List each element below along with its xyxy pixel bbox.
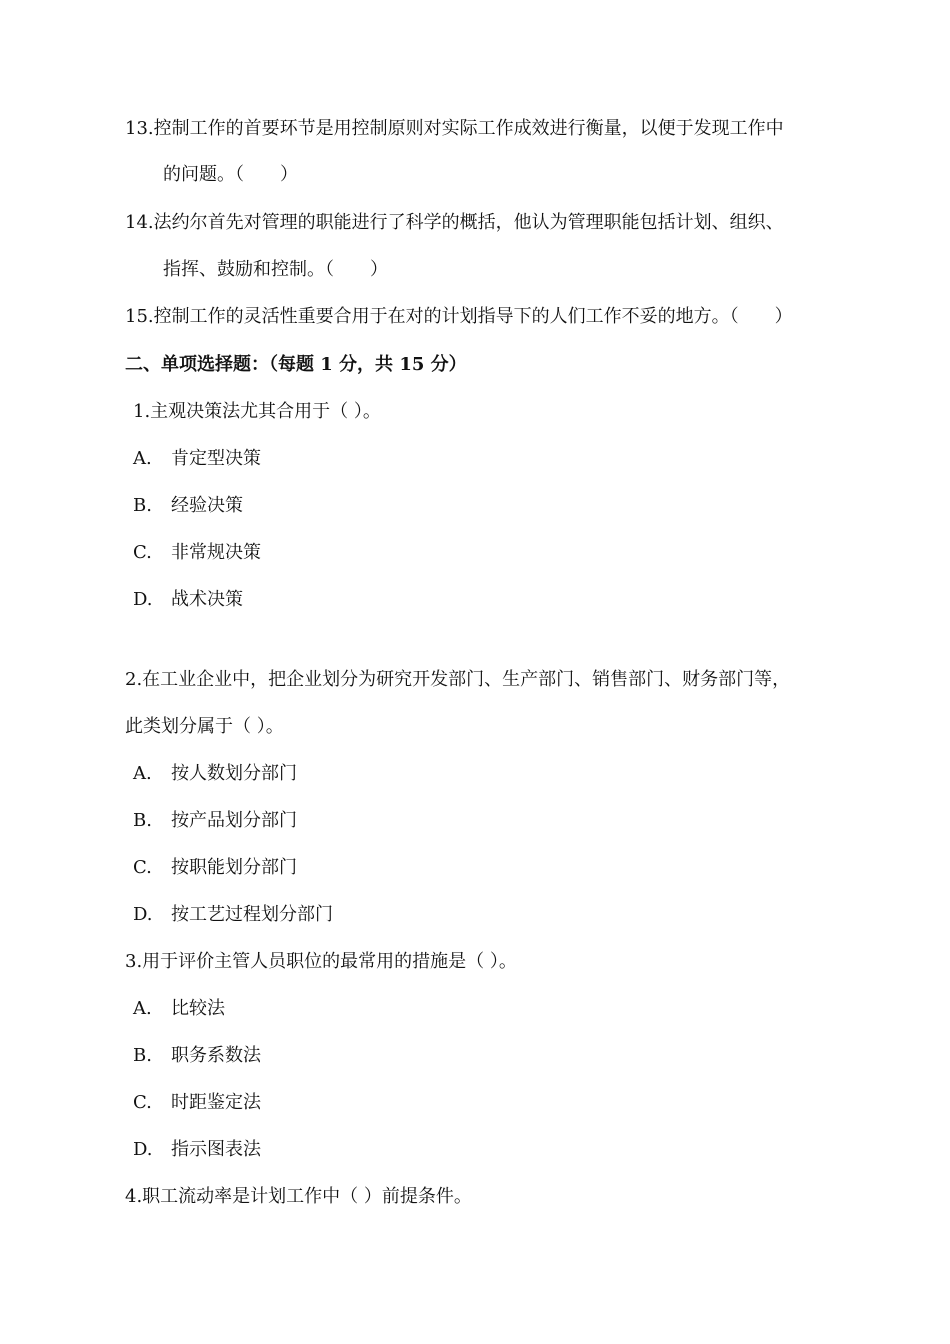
- option-letter: A.: [133, 763, 152, 784]
- mc-question-3: 3.用于评价主管人员职位的最常用的措施是（ ）。: [125, 951, 517, 972]
- option-letter: C.: [133, 857, 152, 878]
- question-text: 控制工作的灵活性重要合用于在对的计划指导下的人们工作不妥的地方。（ ）: [153, 306, 793, 327]
- mc-question-3-option-c: [133, 1091, 261, 1115]
- mc-question-2-option-d: [133, 903, 333, 927]
- mc-question-1-option-a: [133, 447, 261, 471]
- question-number: 14.: [125, 212, 154, 233]
- mc-question-3-option-b: [133, 1044, 261, 1068]
- mc-question-1-option-b: [133, 494, 243, 518]
- option-letter: C.: [133, 1092, 152, 1113]
- mc-question-4: 4.职工流动率是计划工作中（ ）前提条件。: [125, 1186, 472, 1207]
- option-text: 按职能划分部门: [171, 857, 297, 878]
- option-text: 战术决策: [171, 589, 243, 610]
- tf-question-13-line2: 的问题。（ ）: [163, 164, 298, 185]
- mc-question-2-line2: 此类划分属于（ ）。: [125, 716, 284, 737]
- option-text: 比较法: [171, 998, 225, 1019]
- option-letter: C.: [133, 542, 152, 563]
- option-text: 指示图表法: [171, 1139, 261, 1160]
- option-text: 经验决策: [171, 495, 243, 516]
- mc-question-2-option-a: [133, 762, 297, 786]
- option-text: 按工艺过程划分部门: [171, 904, 333, 925]
- option-text: 按人数划分部门: [171, 763, 297, 784]
- option-letter: D.: [133, 904, 153, 925]
- option-letter: D.: [133, 589, 153, 610]
- question-text: 控制工作的首要环节是用控制原则对实际工作成效进行衡量，以便于发现工作中: [153, 118, 784, 139]
- mc-question-3-option-a: [133, 997, 225, 1021]
- option-text: 非常规决策: [171, 542, 261, 563]
- option-text: 职务系数法: [171, 1045, 261, 1066]
- mc-question-2-option-c: [133, 856, 297, 880]
- question-number: 13.: [125, 118, 154, 139]
- option-text: 按产品划分部门: [171, 810, 297, 831]
- option-letter: D.: [133, 1139, 153, 1160]
- question-text: 法约尔首先对管理的职能进行了科学的概括，他认为管理职能包括计划、组织、: [153, 212, 784, 233]
- mc-question-1: 1.主观决策法尤其合用于（ ）。: [133, 401, 381, 422]
- tf-question-14-line2: 指挥、鼓励和控制。（ ）: [163, 259, 388, 280]
- tf-question-13-line1: [125, 117, 784, 141]
- tf-question-14-line1: [125, 211, 784, 235]
- question-number: 15.: [125, 306, 154, 327]
- mc-question-2-option-b: [133, 809, 297, 833]
- mc-question-1-option-d: [133, 588, 243, 612]
- option-text: 肯定型决策: [171, 448, 261, 469]
- option-letter: B.: [133, 495, 152, 516]
- option-letter: A.: [133, 998, 152, 1019]
- mc-question-2-line1: 2.在工业企业中，把企业划分为研究开发部门、生产部门、销售部门、财务部门等，: [125, 669, 791, 690]
- option-letter: A.: [133, 448, 152, 469]
- option-text: 时距鉴定法: [171, 1092, 261, 1113]
- tf-question-15: [125, 305, 793, 329]
- mc-question-1-option-c: [133, 541, 261, 565]
- option-letter: B.: [133, 810, 152, 831]
- option-letter: B.: [133, 1045, 152, 1066]
- section-heading: 二、单项选择题：（每题 1 分，共 15 分）: [125, 354, 467, 375]
- mc-question-3-option-d: [133, 1138, 261, 1162]
